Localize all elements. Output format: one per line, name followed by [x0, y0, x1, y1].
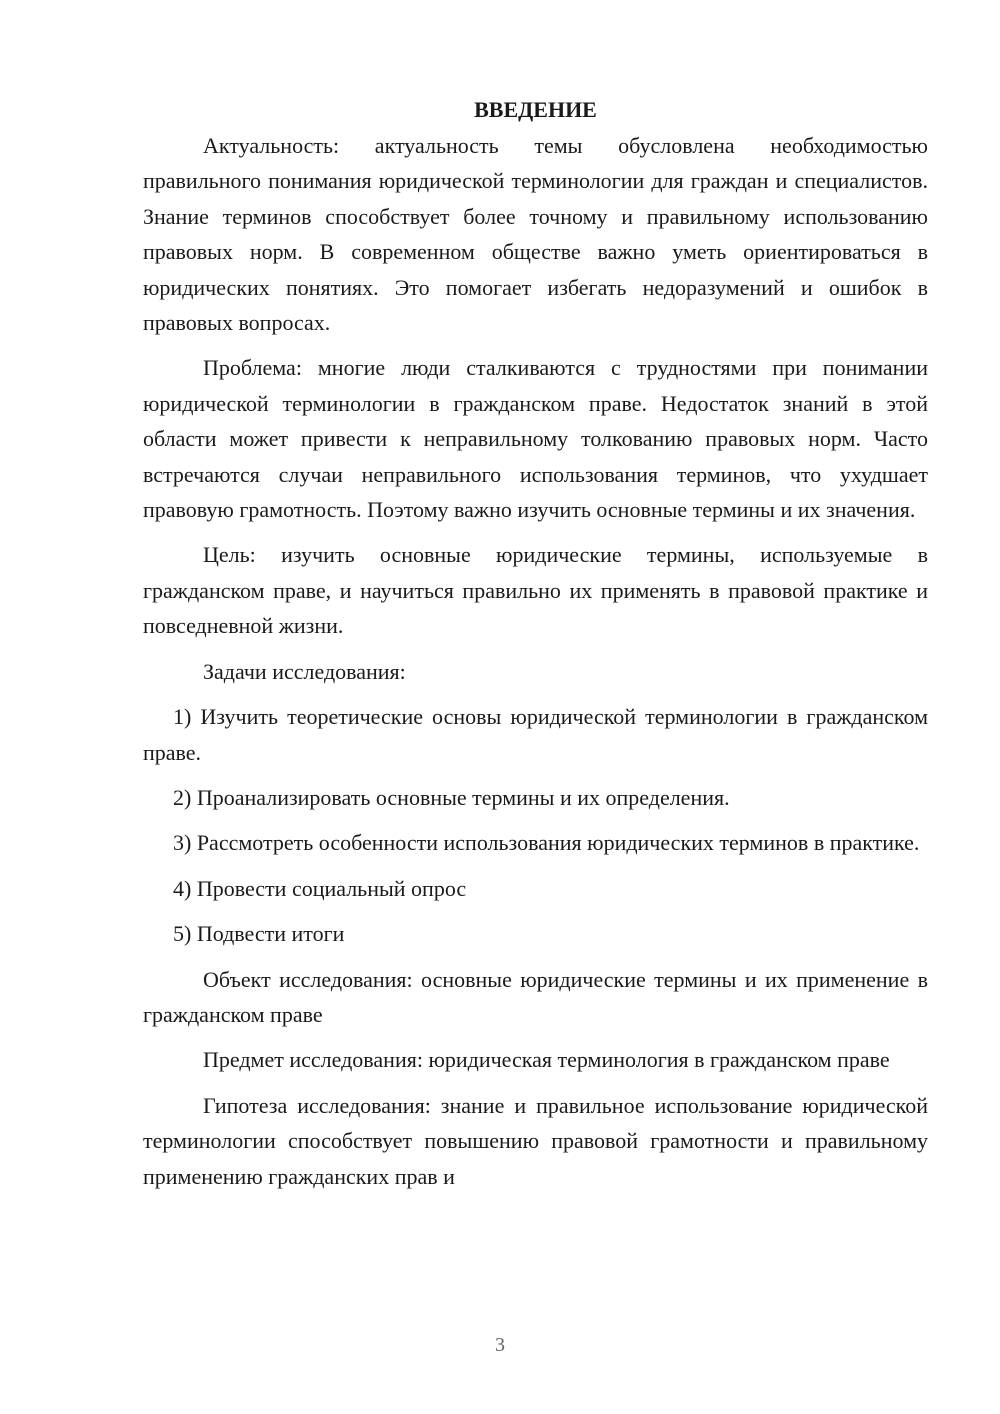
tasks-heading: Задачи исследования: — [203, 658, 406, 684]
paragraph-goal: Цель: изучить основные юридические термины, используемые в гражданском праве, и научиться правильно их применять в правовой практике и повседневной жизни. — [143, 542, 928, 639]
task-item: 4) Провести социальный опрос — [173, 875, 467, 901]
paragraph-relevance: Актуальность: актуальность темы обусловлена необходимостью правильного понимания юридической терминологии для граждан и специалистов. Знание терминов способствует более точному и правильному использованию правовых норм. В современном обществе важно уметь ориентироваться в юридических понятиях. Это помогает избегать недоразумений и ошибок в правовых вопросах. — [143, 133, 928, 336]
paragraph-problem: Проблема: многие люди сталкиваются с трудностями при понимании юридической терминологии в гражданском праве. Недостаток знаний в этой области может привести к неправильному толкованию правовых норм. Часто встречаются случаи неправильного использования терминов, что ухудшает правовую грамотность. Поэтому важно изучить основные термины и их значения. — [143, 355, 928, 523]
page-number: 3 — [495, 1334, 505, 1356]
task-item: 5) Подвести итоги — [173, 921, 345, 947]
section-title: ВВЕДЕНИЕ — [474, 97, 597, 122]
paragraph-hypothesis: Гипотеза исследования: знание и правильное использование юридической терминологии способствует повышению правовой грамотности и правильному применению гражданских прав и — [143, 1092, 928, 1189]
page-content — [143, 92, 928, 1204]
paragraph-object: Объект исследования: основные юридические термины и их применение в гражданском праве — [143, 966, 928, 1027]
task-item: 2) Проанализировать основные термины и их определения. — [173, 784, 730, 810]
task-item: 3) Рассмотреть особенности использования юридических терминов в практике. — [173, 830, 920, 856]
paragraph-subject: Предмет исследования: юридическая терминология в гражданском праве — [203, 1047, 890, 1073]
task-item: 1) Изучить теоретические основы юридической терминологии в гражданском праве. — [143, 704, 928, 765]
